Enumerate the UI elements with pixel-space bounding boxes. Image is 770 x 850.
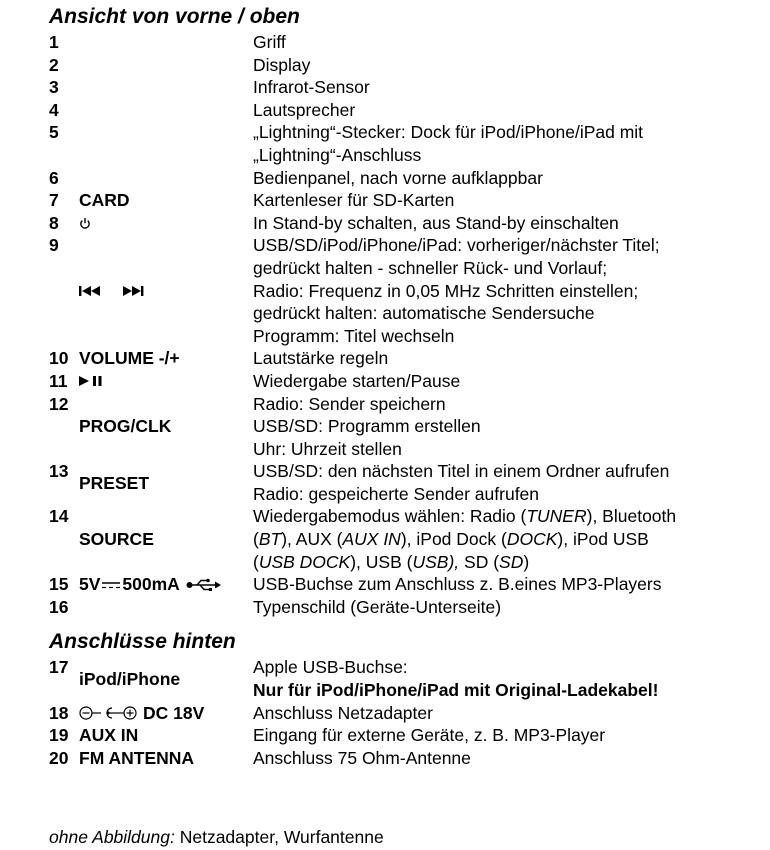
list-item <box>49 656 764 701</box>
item-description: Uhr: Uhrzeit stellen <box>253 438 402 459</box>
list-item <box>49 76 764 99</box>
item-number: 16 <box>49 596 69 617</box>
item-number: 11 <box>49 370 68 391</box>
item-label: CARD <box>79 190 130 211</box>
item-description: Wiedergabemodus wählen: Radio (TUNER), Bluetooth <box>253 506 677 527</box>
item-label: PRESET <box>79 472 150 493</box>
item-number: 17 <box>49 657 69 678</box>
item-description: Bedienpanel, nach vorne aufklappbar <box>253 167 543 188</box>
footer-note-text: Netzadapter, Wurfantenne <box>174 827 384 847</box>
item-description: gedrückt halten - schneller Rück- und Vorlauf; <box>253 257 608 278</box>
item-number: 13 <box>49 461 69 482</box>
item-description: Infrarot-Sensor <box>253 77 370 98</box>
item-label: SOURCE <box>79 529 154 550</box>
item-description: Anschluss 75 Ohm-Antenne <box>253 747 471 768</box>
item-description: gedrückt halten: automatische Sendersuche <box>253 303 595 324</box>
list-item <box>49 167 764 190</box>
item-number: 5 <box>49 122 59 143</box>
item-warning: Nur für iPod/iPhone/iPad mit Original-Ladekabel! <box>253 680 659 701</box>
item-label <box>79 76 253 99</box>
item-description: Anschluss Netzadapter <box>253 702 433 723</box>
document-body <box>49 0 764 769</box>
list-item <box>49 234 764 347</box>
item-number: 15 <box>49 574 69 595</box>
list-item <box>49 393 764 461</box>
item-label <box>79 54 253 77</box>
list-item <box>49 724 764 747</box>
item-description: (USB DOCK), USB (USB), SD (SD) <box>253 551 530 572</box>
power-icon <box>79 217 91 230</box>
item-description: USB/SD/iPod/iPhone/iPad: vorheriger/nächster Titel; <box>253 235 660 256</box>
item-description: USB/SD: Programm erstellen <box>253 416 481 437</box>
item-description: „Lightning“-Anschluss <box>253 144 422 165</box>
section-heading-front: Ansicht von vorne / oben <box>49 5 300 28</box>
item-number: 14 <box>49 506 69 527</box>
list-item <box>49 31 764 54</box>
item-description: Griff <box>253 32 286 52</box>
item-label: FM ANTENNA <box>79 747 195 768</box>
item-number: 6 <box>49 167 59 188</box>
item-label: iPod/iPhone <box>79 668 181 689</box>
item-number: 9 <box>49 235 59 256</box>
item-description: Programm: Titel wechseln <box>253 325 455 346</box>
item-number: 3 <box>49 77 59 98</box>
list-item <box>49 596 764 619</box>
item-label <box>79 99 253 122</box>
item-label <box>79 167 253 190</box>
list-item <box>49 505 764 573</box>
list-item <box>49 702 764 725</box>
item-description: USB-Buchse zum Anschluss z. B.eines MP3-Players <box>253 574 662 595</box>
item-description: Radio: Frequenz in 0,05 MHz Schritten einstellen; <box>253 280 639 301</box>
item-description: Display <box>253 54 311 75</box>
item-description: Radio: Sender speichern <box>253 393 446 414</box>
item-description: Lautsprecher <box>253 99 356 120</box>
item-description: Apple USB-Buchse: <box>253 657 408 678</box>
item-description: Wiedergabe starten/Pause <box>253 370 461 391</box>
item-description: USB/SD: den nächsten Titel in einem Ordner aufrufen <box>253 461 670 482</box>
item-description: Kartenleser für SD-Karten <box>253 190 455 211</box>
item-description: Radio: gespeicherte Sender aufrufen <box>253 483 540 504</box>
list-item <box>49 370 764 393</box>
item-label <box>79 31 253 54</box>
item-label <box>79 370 253 393</box>
item-description: (BT), AUX (AUX IN), iPod Dock (DOCK), iPod USB <box>253 529 649 550</box>
list-item <box>49 573 764 596</box>
footer-note <box>49 826 384 848</box>
usb-icon <box>186 578 222 592</box>
list-item <box>49 189 764 212</box>
item-description: Typenschild (Geräte-Unterseite) <box>253 596 502 617</box>
item-description: In Stand-by schalten, aus Stand-by einschalten <box>253 212 619 233</box>
item-number: 12 <box>49 393 69 414</box>
item-label: DC 18V <box>79 702 253 725</box>
item-number: 20 <box>49 747 69 768</box>
item-number: 18 <box>49 702 69 723</box>
list-item <box>49 347 764 370</box>
item-label: PROG/CLK <box>79 416 172 437</box>
item-label <box>79 121 253 166</box>
skip-prev-next-icon <box>79 285 157 297</box>
item-label: VOLUME -/+ <box>79 348 180 369</box>
item-label <box>79 212 253 235</box>
list-item <box>49 212 764 235</box>
item-number: 1 <box>49 32 59 52</box>
dc-symbol-icon <box>102 580 120 590</box>
item-description: Lautstärke regeln <box>253 348 389 369</box>
item-number: 19 <box>49 725 69 746</box>
list-item <box>49 99 764 122</box>
item-number: 4 <box>49 99 59 120</box>
polarity-icon <box>79 705 137 721</box>
item-number: 7 <box>49 190 59 211</box>
list-item <box>49 54 764 77</box>
item-label <box>79 596 253 619</box>
item-number: 2 <box>49 54 59 75</box>
item-label: 5V 500mA <box>79 573 253 596</box>
list-item <box>49 460 764 505</box>
item-description: „Lightning“-Stecker: Dock für iPod/iPhone/iPad mit <box>253 122 644 143</box>
list-item <box>49 121 764 166</box>
item-label: AUX IN <box>79 725 139 746</box>
footer-note-prefix: ohne Abbildung: <box>49 827 175 847</box>
item-label <box>79 234 253 347</box>
item-number: 8 <box>49 212 59 233</box>
section-heading-rear: Anschlüsse hinten <box>49 630 236 654</box>
item-description: Eingang für externe Geräte, z. B. MP3-Player <box>253 725 606 746</box>
play-pause-icon <box>79 375 109 387</box>
list-item <box>49 747 764 770</box>
item-number: 10 <box>49 348 69 369</box>
